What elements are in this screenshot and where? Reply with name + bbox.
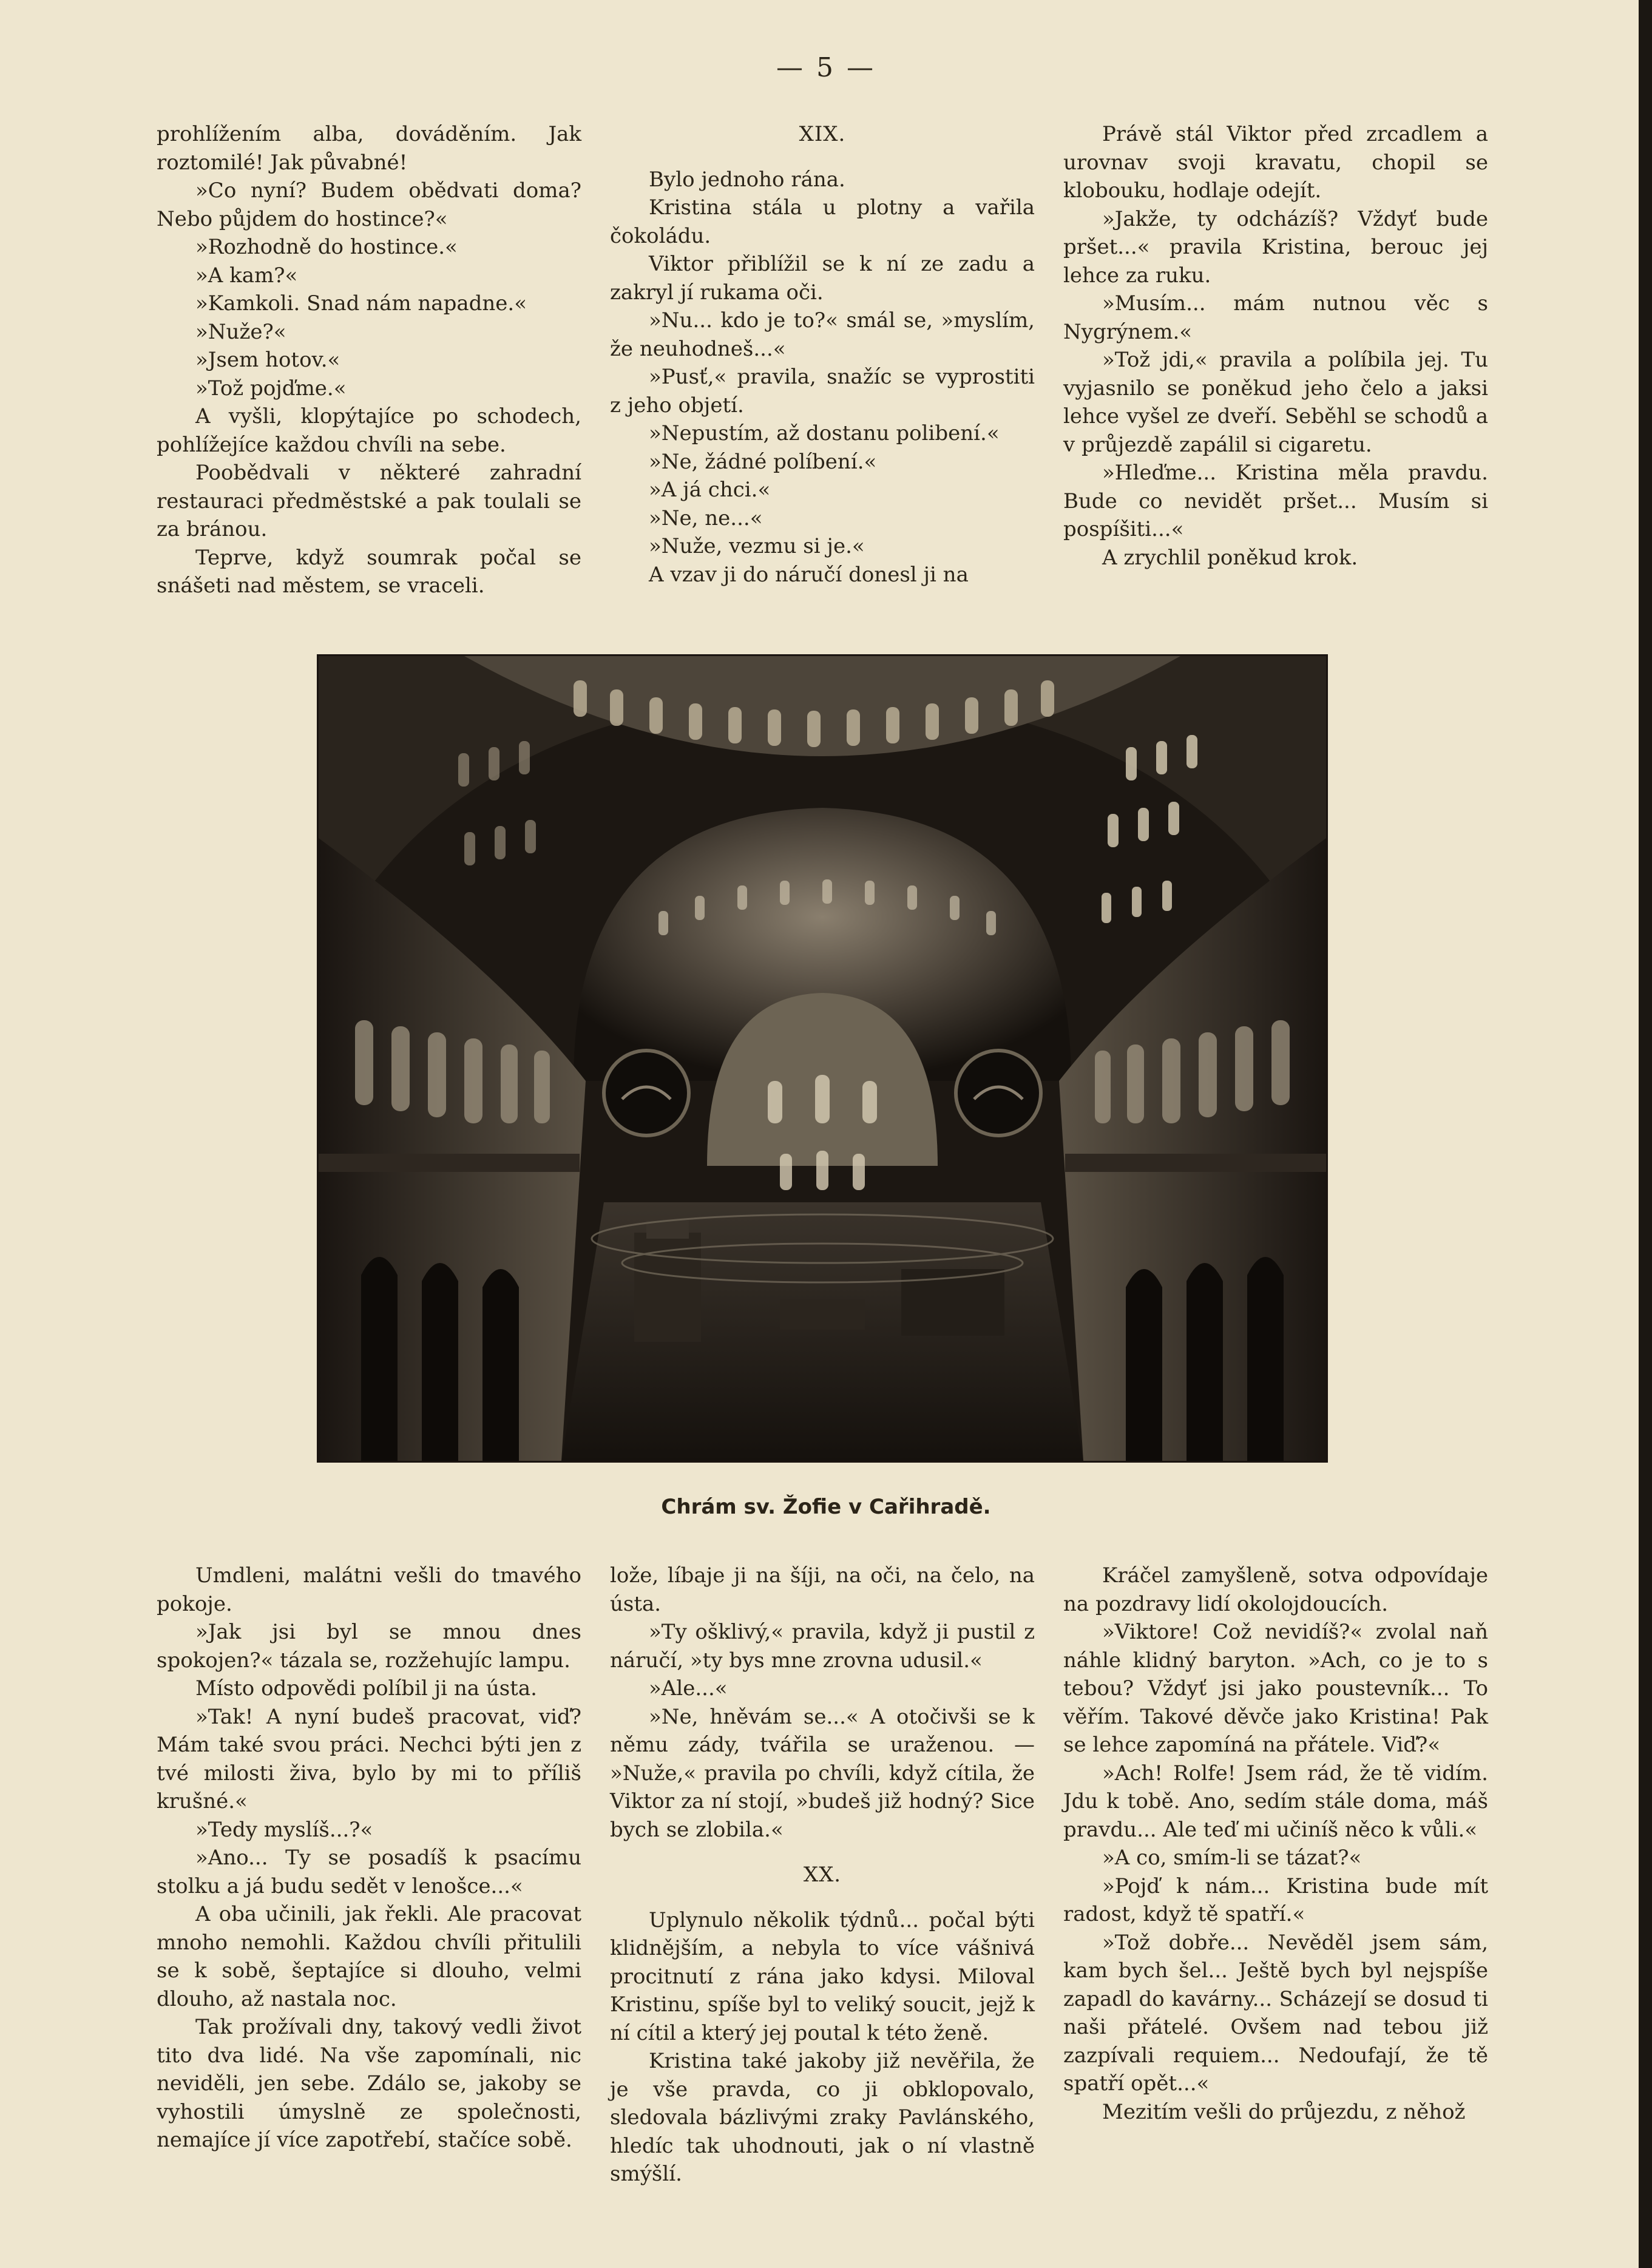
- cathedral-interior-illustration: [319, 656, 1326, 1461]
- paragraph: »Pusť,« pravila, snažíc se vyprostiti z jeho objetí.: [610, 365, 1035, 418]
- paragraph: »A já chci.«: [649, 478, 771, 502]
- paragraph: Tak prožívali dny, takový vedli život tito dva lidé. Na vše zapomínali, nic neviděli, jen sebe. Zdálo se, jakoby se vyhostili úmyslně ze společnosti, nemajíce jí více zapotřebí, stačíce sobě.: [157, 2015, 581, 2152]
- top-column-2: [610, 120, 1035, 589]
- paragraph: Umdleni, malátni vešli do tmavého pokoje.: [157, 1563, 581, 1616]
- paragraph: »Co nyní? Budem obědvati doma? Nebo půjdem do hostince?«: [157, 178, 581, 231]
- paragraph: A vzav ji do náručí donesl ji na: [649, 562, 969, 587]
- paragraph: »A kam?«: [195, 263, 298, 288]
- paragraph: Poobědvali v některé zahradní restauraci předměstské a pak toulali se za bránou.: [157, 461, 581, 541]
- paragraph: Uplynulo několik týdnů... počal býti klidnějším, a nebyla to více vášnivá procitnutí z rána jako kdysi. Miloval Kristinu, spíše byl to veliký soucit, jejž k ní cítil a který jej poutal k této ženě.: [610, 1907, 1035, 2045]
- paragraph: »Tož jdi,« pravila a políbila jej. Tu vyjasnilo se poněkud jeho čelo a jaksi lehce vyšel ze dveří. Seběhl se schodů a v průjezdě zapálil si cigaretu.: [1063, 348, 1488, 457]
- paragraph: Kráčel zamyšleně, sotva odpovídaje na pozdravy lidí okolojdoucích.: [1063, 1563, 1488, 1616]
- paragraph: »Ty ošklivý,« pravila, když ji pustil z náručí, »ty bys mne zrovna udusil.«: [610, 1620, 1035, 1673]
- paragraph: »Rozhodně do hostince.«: [195, 235, 458, 259]
- paragraph: A oba učinili, jak řekli. Ale pracovat mnoho nemohli. Každou chvíli přitulili se k sobě, šeptajíce si dlouho, velmi dlouho, až nastala noc.: [157, 1902, 581, 2011]
- paragraph: »Nepustím, až dostanu polibení.«: [649, 421, 1000, 445]
- photo-caption: Chrám sv. Žofie v Cařihradě.: [661, 1495, 991, 1519]
- paragraph: lože, líbaje ji na šíji, na oči, na čelo, na ústa.: [610, 1563, 1035, 1616]
- paragraph: »Tož dobře... Nevěděl jsem sám, kam bych šel... Ještě bych byl nejspíše zapadl do kavárny... Scházejí se dosud ti naši přátelé. Ovšem nad tebou již zazpívali requiem... Nedoufají, že tě spatří opět...«: [1063, 1930, 1488, 2096]
- paragraph: Viktor přiblížil se k ní ze zadu a zakryl jí rukama oči.: [610, 252, 1035, 305]
- paragraph: »Hleďme... Kristina měla pravdu. Bude co nevidět pršet... Musím si pospíšiti...«: [1063, 461, 1488, 541]
- chapter-heading: XX.: [803, 1863, 842, 1887]
- paragraph: »Nuže, vezmu si je.«: [649, 534, 865, 558]
- paragraph: Kristina stála u plotny a vařila čokoládu.: [610, 195, 1035, 248]
- page-edge-shadow: [1639, 0, 1652, 2268]
- paragraph: »Nu... kdo je to?« smál se, »myslím, že neuhodneš...«: [610, 308, 1035, 361]
- paragraph: prohlížením alba, dováděním. Jak roztomilé! Jak půvabné!: [157, 122, 581, 175]
- bottom-column-2: [610, 1562, 1035, 2188]
- paragraph: »Tož pojďme.«: [195, 376, 347, 401]
- paragraph: »Ale...«: [649, 1676, 728, 1701]
- paragraph: »Tak! A nyní budeš pracovat, viď? Mám také svou práci. Nechci býti jen z tvé milosti živa, bylo by mi to příliš krušné.«: [157, 1704, 581, 1813]
- paragraph: Právě stál Viktor před zrcadlem a urovnav svoji kravatu, chopil se klobouku, hodlaje odejít.: [1063, 122, 1488, 203]
- paragraph: »Musím... mám nutnou věc s Nygrýnem.«: [1063, 291, 1488, 344]
- paragraph: »Jak jsi byl se mnou dnes spokojen?« tázala se, rozžehujíc lampu.: [157, 1620, 581, 1673]
- paragraph: »Jsem hotov.«: [195, 348, 340, 372]
- paragraph: Mezitím vešli do průjezdu, z něhož: [1102, 2099, 1466, 2124]
- bottom-column-3: [1063, 1562, 1488, 2126]
- paragraph: Místo odpovědi políbil ji na ústa.: [195, 1676, 537, 1701]
- paragraph: »Ne, hněvám se...« A otočivši se k němu zády, tvářila se uraženou. — »Nuže,« pravila po chvíli, když cítila, že Viktor za ní stojí, »budeš již hodný? Sice bych se zlobila.«: [610, 1704, 1035, 1842]
- paragraph: »Nuže?«: [195, 319, 286, 344]
- paragraph: Teprve, když soumrak počal se snášeti nad městem, se vraceli.: [157, 545, 581, 598]
- paragraph: »Ne, ne...«: [649, 506, 763, 530]
- bottom-column-1: [157, 1562, 581, 2155]
- paragraph: »Ano... Ty se posadíš k psacímu stolku a já budu sedět v lenošce...«: [157, 1846, 581, 1898]
- top-column-3: [1063, 120, 1488, 572]
- paragraph: »Kamkoli. Snad nám napadne.«: [195, 291, 527, 316]
- top-column-1: [157, 120, 581, 600]
- hagia-sophia-photo: [317, 654, 1328, 1463]
- page-number: — 5 —: [776, 52, 876, 83]
- chapter-heading: XIX.: [799, 122, 846, 146]
- paragraph: Kristina také jakoby již nevěřila, že je vše pravda, co ji obklopovalo, sledovala bázlivými zraky Pavlánského, hledíc tak uhodnouti, jak o ní vlastně smýšlí.: [610, 2049, 1035, 2186]
- paragraph: »Jakže, ty odcházíš? Vždyť bude pršet...« pravila Kristina, berouc jej lehce za ruku.: [1063, 206, 1488, 288]
- paragraph: »Viktore! Což nevidíš?« zvolal naň náhle klidný baryton. »Ach, co je to s tebou? Vždyť jsi jako poustevník... To věřím. Takové děvče jako Kristina! Pak se lehce zapomíná na přátele. Viď?«: [1063, 1620, 1488, 1757]
- paragraph: »Tedy myslíš...?«: [195, 1817, 373, 1842]
- paragraph: »Ach! Rolfe! Jsem rád, že tě vidím. Jdu k tobě. Ano, sedím stále doma, máš pravdu... Ale teď mi učiníš něco k vůli.«: [1063, 1761, 1488, 1842]
- paragraph: Bylo jednoho rána.: [649, 167, 845, 192]
- paragraph: A zrychlil poněkud krok.: [1102, 545, 1358, 570]
- paragraph: »Ne, žádné políbení.«: [649, 449, 877, 474]
- paragraph: »Pojď k nám... Kristina bude mít radost, když tě spatří.«: [1063, 1874, 1488, 1926]
- paragraph: A vyšli, klopýtajíce po schodech, pohlížejíce každou chvíli na sebe.: [157, 404, 581, 457]
- paragraph: »A co, smím-li se tázat?«: [1102, 1846, 1362, 1870]
